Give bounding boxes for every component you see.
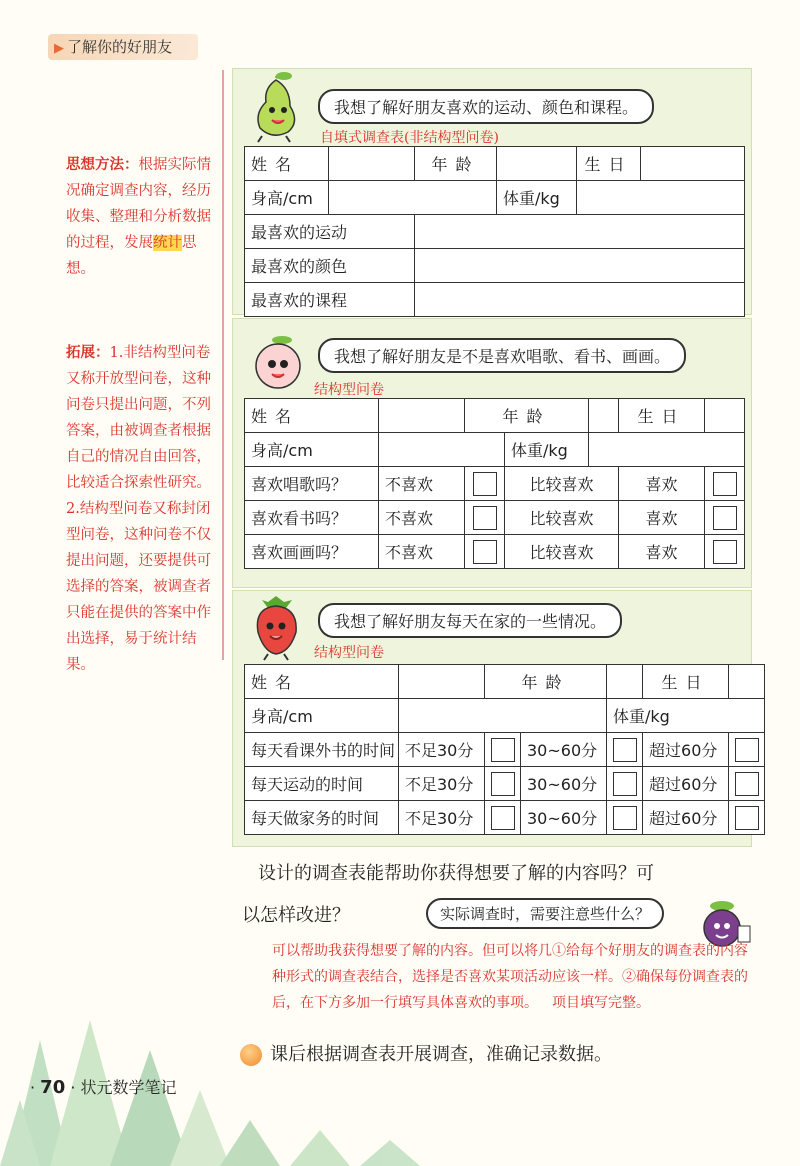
option-label: 喜欢 bbox=[619, 501, 705, 535]
orange-dot-icon bbox=[240, 1044, 262, 1066]
survey-row bbox=[245, 767, 765, 801]
speech-bubble-3: 我想了解好朋友每天在家的一些情况。 bbox=[318, 603, 622, 638]
question-label: 每天做家务的时间 bbox=[245, 801, 399, 835]
page-footer: · 70 · 状元数学笔记 bbox=[30, 1077, 177, 1098]
strawberry-mascot-icon bbox=[246, 592, 308, 662]
option-label: 超过60分 bbox=[643, 767, 729, 801]
triangle-icon: ▶ bbox=[54, 41, 64, 56]
question-label: 每天运动的时间 bbox=[245, 767, 399, 801]
checkbox[interactable] bbox=[613, 738, 637, 762]
extension-note-prefix: 拓展： bbox=[66, 344, 110, 361]
question-label: 喜欢画画吗？ bbox=[245, 535, 379, 569]
option-label: 超过60分 bbox=[643, 801, 729, 835]
checkbox[interactable] bbox=[491, 772, 515, 796]
option-label: 不喜欢 bbox=[379, 535, 465, 569]
question-line-2: 以怎样改进？ bbox=[242, 905, 350, 926]
name-label: 姓名 bbox=[245, 147, 329, 181]
extension-note bbox=[66, 340, 224, 678]
page-number: 70 bbox=[40, 1077, 66, 1098]
sport-label: 最喜欢的运动 bbox=[245, 215, 415, 249]
question-label: 喜欢看书吗？ bbox=[245, 501, 379, 535]
checkbox[interactable] bbox=[491, 738, 515, 762]
age-label: 年龄 bbox=[465, 399, 589, 433]
survey-row bbox=[245, 535, 745, 569]
weight-label: 体重/kg bbox=[607, 699, 765, 733]
age-field[interactable] bbox=[607, 665, 643, 699]
extension-note-text: 1.非结构型问卷又称开放型问卷，这种问卷只提出问题，不列答案，由被调查者根据自己的情况自由回答，比较适合探索性研究。2.结构型问卷又称封闭型问卷，这种问卷不仅提出问题，还要提供可选择的答案，被调查者只能在提供的答案中作出选择，易于统计结果。 bbox=[66, 345, 211, 673]
survey-type-label-1: 自填式调查表(非结构型问卷) bbox=[320, 130, 499, 146]
height-field[interactable] bbox=[399, 699, 607, 733]
option-label: 30~60分 bbox=[521, 733, 607, 767]
method-note-end: 思想。 bbox=[66, 235, 197, 277]
option-label: 比较喜欢 bbox=[505, 467, 619, 501]
survey-row bbox=[245, 801, 765, 835]
checkbox[interactable] bbox=[613, 772, 637, 796]
survey-table-3 bbox=[244, 664, 765, 835]
survey-row bbox=[245, 501, 745, 535]
birthday-field[interactable] bbox=[705, 399, 745, 433]
birthday-label: 生日 bbox=[643, 665, 729, 699]
height-field[interactable] bbox=[379, 433, 505, 467]
option-label: 不足30分 bbox=[399, 733, 485, 767]
color-field[interactable] bbox=[415, 249, 745, 283]
course-field[interactable] bbox=[415, 283, 745, 317]
option-label: 不足30分 bbox=[399, 801, 485, 835]
survey-table-1 bbox=[244, 146, 745, 317]
option-label: 30~60分 bbox=[521, 767, 607, 801]
answer-right: ①给每个好朋友的调查表的内容应该一样。②确保每份调查表的项目填写完整。 bbox=[552, 943, 748, 1011]
peach-mascot-icon bbox=[248, 332, 308, 392]
option-label: 不足30分 bbox=[399, 767, 485, 801]
checkbox[interactable] bbox=[473, 506, 497, 530]
checkbox[interactable] bbox=[713, 472, 737, 496]
answer-left: 可以帮助我获得想要了解的内容。但可以将几种形式的调查表结合，选择是否喜欢某项活动后，在下方多加一行填写具体喜欢的事项。 bbox=[272, 943, 552, 1011]
section-title-tag bbox=[48, 34, 198, 60]
method-note bbox=[66, 152, 224, 282]
sport-field[interactable] bbox=[415, 215, 745, 249]
book-title: 状元数学笔记 bbox=[80, 1078, 177, 1097]
option-label: 比较喜欢 bbox=[505, 535, 619, 569]
speech-bubble-4: 实际调查时，需要注意些什么？ bbox=[426, 898, 664, 929]
name-field[interactable] bbox=[329, 147, 415, 181]
height-label: 身高/cm bbox=[245, 181, 329, 215]
option-label: 不喜欢 bbox=[379, 467, 465, 501]
birthday-label: 生日 bbox=[577, 147, 641, 181]
weight-label: 体重/kg bbox=[497, 181, 577, 215]
survey-row bbox=[245, 467, 745, 501]
height-label: 身高/cm bbox=[245, 699, 399, 733]
weight-label: 体重/kg bbox=[505, 433, 589, 467]
survey-type-label-3: 结构型问卷 bbox=[314, 645, 384, 661]
birthday-field[interactable] bbox=[641, 147, 745, 181]
option-label: 喜欢 bbox=[619, 535, 705, 569]
name-field[interactable] bbox=[399, 665, 485, 699]
age-label: 年龄 bbox=[485, 665, 607, 699]
speech-bubble-1: 我想了解好朋友喜欢的运动、颜色和课程。 bbox=[318, 89, 654, 124]
question-label: 喜欢唱歌吗？ bbox=[245, 467, 379, 501]
option-label: 不喜欢 bbox=[379, 501, 465, 535]
checkbox[interactable] bbox=[713, 540, 737, 564]
birthday-label: 生日 bbox=[619, 399, 705, 433]
checkbox[interactable] bbox=[473, 472, 497, 496]
option-label: 比较喜欢 bbox=[505, 501, 619, 535]
checkbox[interactable] bbox=[735, 806, 759, 830]
survey-type-label-2: 结构型问卷 bbox=[314, 382, 384, 398]
name-label: 姓名 bbox=[245, 665, 399, 699]
checkbox[interactable] bbox=[613, 806, 637, 830]
survey-row bbox=[245, 733, 765, 767]
checkbox[interactable] bbox=[735, 772, 759, 796]
survey-table-2 bbox=[244, 398, 745, 569]
pear-mascot-icon bbox=[244, 70, 308, 144]
weight-field[interactable] bbox=[577, 181, 745, 215]
weight-field[interactable] bbox=[589, 433, 745, 467]
task-line bbox=[240, 1040, 612, 1066]
color-label: 最喜欢的颜色 bbox=[245, 249, 415, 283]
question-line-1: 设计的调查表能帮助你获得想要了解的内容吗？可 bbox=[258, 863, 654, 884]
option-label: 30~60分 bbox=[521, 801, 607, 835]
age-field[interactable] bbox=[589, 399, 619, 433]
course-label: 最喜欢的课程 bbox=[245, 283, 415, 317]
method-note-text: 根据实际情况确定调查内容，经历收集、整理和分析数据的过程，发展 bbox=[66, 157, 211, 251]
method-note-highlight: 统计 bbox=[153, 235, 182, 251]
checkbox[interactable] bbox=[713, 506, 737, 530]
section-title: 了解你的好朋友 bbox=[67, 38, 173, 56]
method-note-prefix: 思想方法： bbox=[66, 156, 139, 173]
height-field[interactable] bbox=[329, 181, 497, 215]
question-label: 每天看课外书的时间 bbox=[245, 733, 399, 767]
checkbox[interactable] bbox=[473, 540, 497, 564]
task-text: 课后根据调查表开展调查，准确记录数据。 bbox=[270, 1044, 612, 1065]
name-field[interactable] bbox=[379, 399, 465, 433]
name-label: 姓名 bbox=[245, 399, 379, 433]
birthday-field[interactable] bbox=[729, 665, 765, 699]
checkbox[interactable] bbox=[735, 738, 759, 762]
age-field[interactable] bbox=[497, 147, 577, 181]
option-label: 喜欢 bbox=[619, 467, 705, 501]
speech-bubble-2: 我想了解好朋友是不是喜欢唱歌、看书、画画。 bbox=[318, 338, 686, 373]
age-label: 年龄 bbox=[415, 147, 497, 181]
checkbox[interactable] bbox=[491, 806, 515, 830]
option-label: 超过60分 bbox=[643, 733, 729, 767]
height-label: 身高/cm bbox=[245, 433, 379, 467]
